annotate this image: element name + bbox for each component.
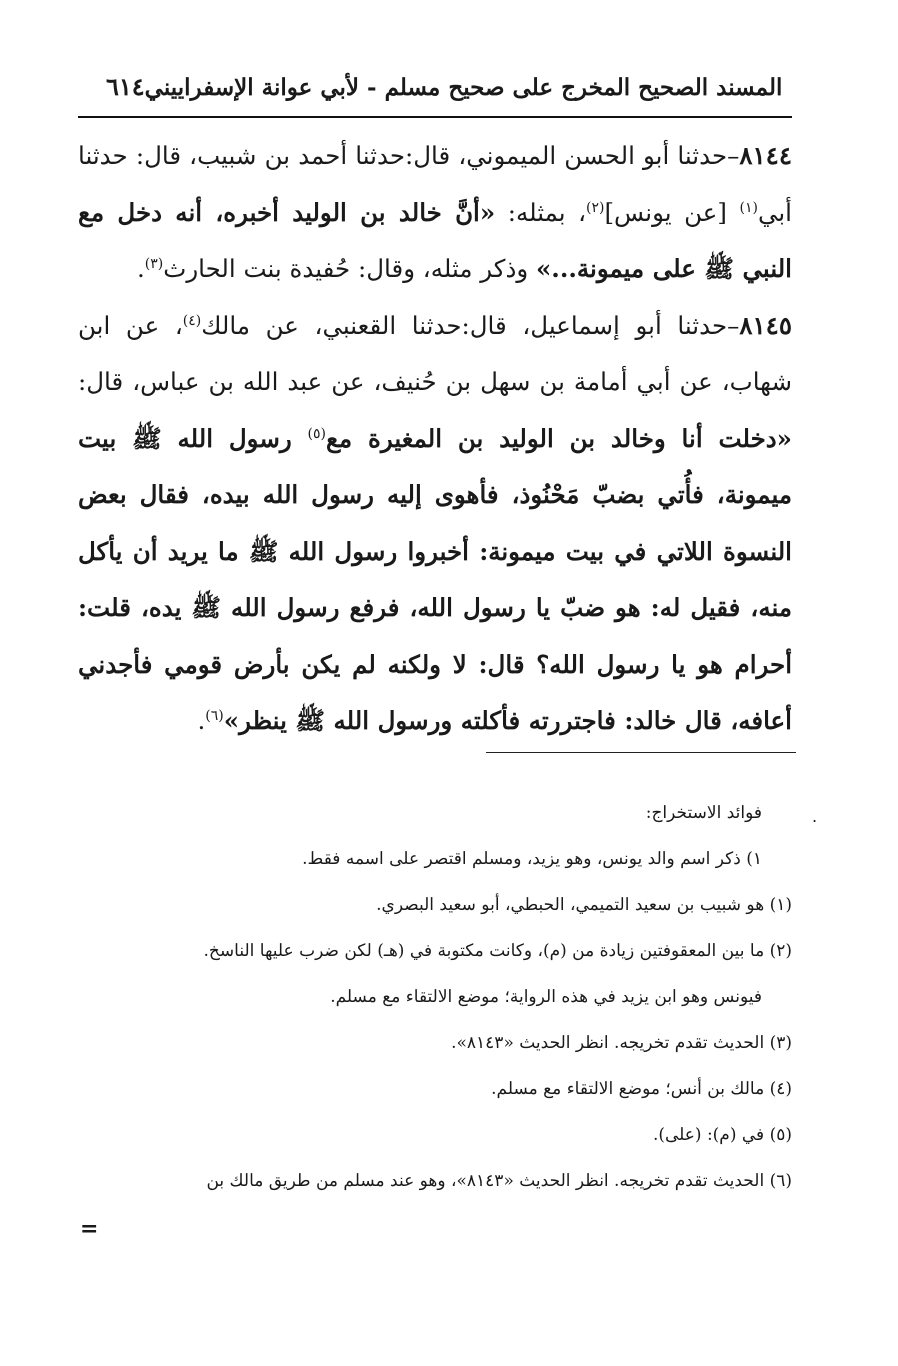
footnotes (80, 790, 792, 1204)
footnote-ref-6: (٦) (205, 707, 224, 724)
footnote-2-continued: فيونس وهو ابن يزيد في هذه الرواية؛ موضع الالتقاء مع مسلم. (330, 987, 762, 1007)
footnote-separator (486, 752, 796, 753)
footnote-4: (٤) مالك بن أنس؛ موضع الالتقاء مع مسلم. (491, 1079, 792, 1099)
benefits-heading: فوائد الاستخراج: (645, 803, 762, 823)
footnote-6: (٦) الحديث تقدم تخريجه. انظر الحديث «٨١٤٣»، وهو عند مسلم من طريق مالك بن (206, 1171, 792, 1191)
footnote-ref-4: (٤) (182, 312, 202, 329)
footnote-ref-3: (٣) (144, 255, 164, 272)
running-header (78, 72, 790, 101)
footnote-3: (٣) الحديث تقدم تخريجه. انظر الحديث «٨١٤٣». (451, 1033, 792, 1053)
footnote-ref-2: (٢) (586, 199, 605, 216)
main-text (78, 128, 792, 750)
header-rule (78, 116, 792, 118)
footnote-1: (١) هو شبيب بن سعيد التميمي، الحبطي، أبو سعيد البصري. (376, 895, 792, 915)
hadith-text: وذكر مثله، وقال: حُفيدة بنت الحارث (163, 254, 536, 283)
hadith-text: –حدثنا أبو الحسن الميموني، قال:حدثنا أحمد بن شبيب، قال: حدثنا أبي (78, 141, 792, 227)
continuation-mark: = (80, 1216, 99, 1242)
hadith-8145 (78, 298, 792, 750)
hadith-quote: «دخلت أنا وخالد بن الوليد بن المغيرة مع (326, 423, 792, 453)
hadith-8144 (78, 128, 792, 298)
footnote-ref-5: (٥) (307, 425, 327, 442)
book-title: المسند الصحيح المخرج على صحيح مسلم - لأبي عوانة الإسفراييني (144, 74, 783, 101)
hadith-number: ٨١٤٥ (739, 310, 792, 340)
footnote-5: (٥) في (م): (على). (652, 1125, 792, 1145)
stray-dot: . (812, 807, 818, 826)
hadith-text: . (197, 706, 206, 735)
hadith-text: [عن يونس] (604, 197, 740, 227)
hadith-text: . (136, 254, 145, 283)
hadith-quote: رسول الله ﷺ بيت ميمونة، فأُتي بضبّ مَحْنُوذ، فأهوى إليه رسول الله بيده، فقال بعض النسوة اللاتي في بيت ميمونة: أخبروا رسول الله ﷺ ما يريد أن يأكل منه، فقيل له: هو ضبّ يا رسول الله، فرفع رسول الله ﷺ يده، قلت: أحرام هو يا رسول الله؟ قال: لا ولكنه لم يكن بأرض قومي فأجدني أعافه، قال خالد: فاجتررته فأكلته ورسول الله ﷺ ينظر» (78, 423, 792, 735)
page-number: ٦١٤ (106, 72, 145, 101)
hadith-number: ٨١٤٤ (739, 141, 792, 170)
footnote-ref-1: (١) (739, 199, 758, 216)
benefit-item: ١) ذكر اسم والد يونس، وهو يزيد، ومسلم اقتصر على اسمه فقط. (302, 849, 762, 869)
hadith-quote: «أنَّ خالد بن الوليد أخبره، أنه دخل مع النبي ﷺ على ميمونة...» (78, 197, 792, 283)
hadith-text: ، بمثله: (495, 197, 587, 227)
footnote-2: (٢) ما بين المعقوفتين زيادة من (م)، وكانت مكتوبة في (هـ) لكن ضرب عليها الناسخ. (203, 941, 792, 961)
hadith-text: ، عن ابن شهاب، عن أبي أمامة بن سهل بن حُنيف، عن عبد الله بن عباس، قال: (78, 310, 792, 396)
hadith-text: –حدثنا أبو إسماعيل، قال:حدثنا القعنبي، عن مالك (201, 310, 740, 340)
